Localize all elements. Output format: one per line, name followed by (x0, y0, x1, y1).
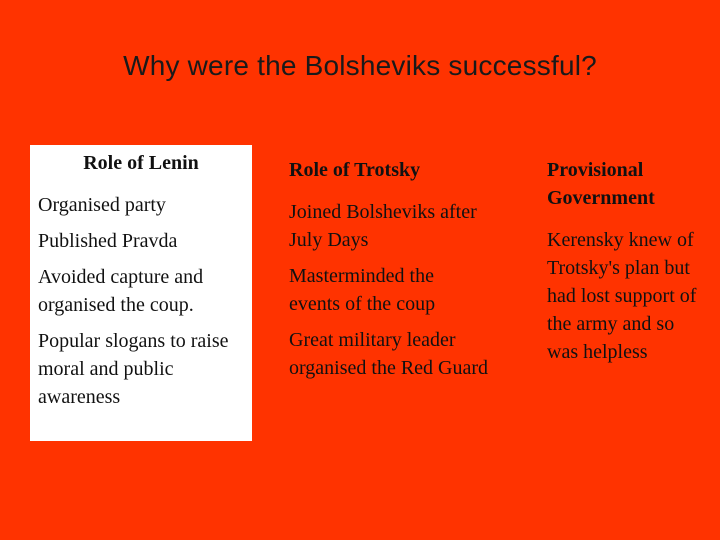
trotsky-column (289, 156, 489, 390)
trotsky-point: Masterminded the events of the coup (289, 265, 436, 315)
provisional-government-column (547, 156, 707, 374)
trotsky-point: Great military leader organised the Red Guard (289, 329, 489, 379)
lenin-column (30, 145, 252, 441)
lenin-point: Published Pravda (38, 230, 178, 252)
trotsky-heading: Role of Trotsky (289, 159, 421, 181)
provisional-government-heading: Provisional Government (547, 159, 655, 209)
provisional-government-point: Kerensky knew of Trotsky's plan but had lost support of the army and so was helpless (547, 229, 697, 363)
lenin-heading: Role of Lenin (83, 152, 199, 174)
lenin-point: Popular slogans to raise moral and public awareness (38, 330, 229, 408)
lenin-point: Organised party (38, 194, 166, 216)
slide-title: Why were the Bolsheviks successful? (123, 50, 597, 81)
lenin-point: Avoided capture and organised the coup. (38, 266, 204, 316)
trotsky-point: Joined Bolsheviks after July Days (289, 201, 477, 251)
